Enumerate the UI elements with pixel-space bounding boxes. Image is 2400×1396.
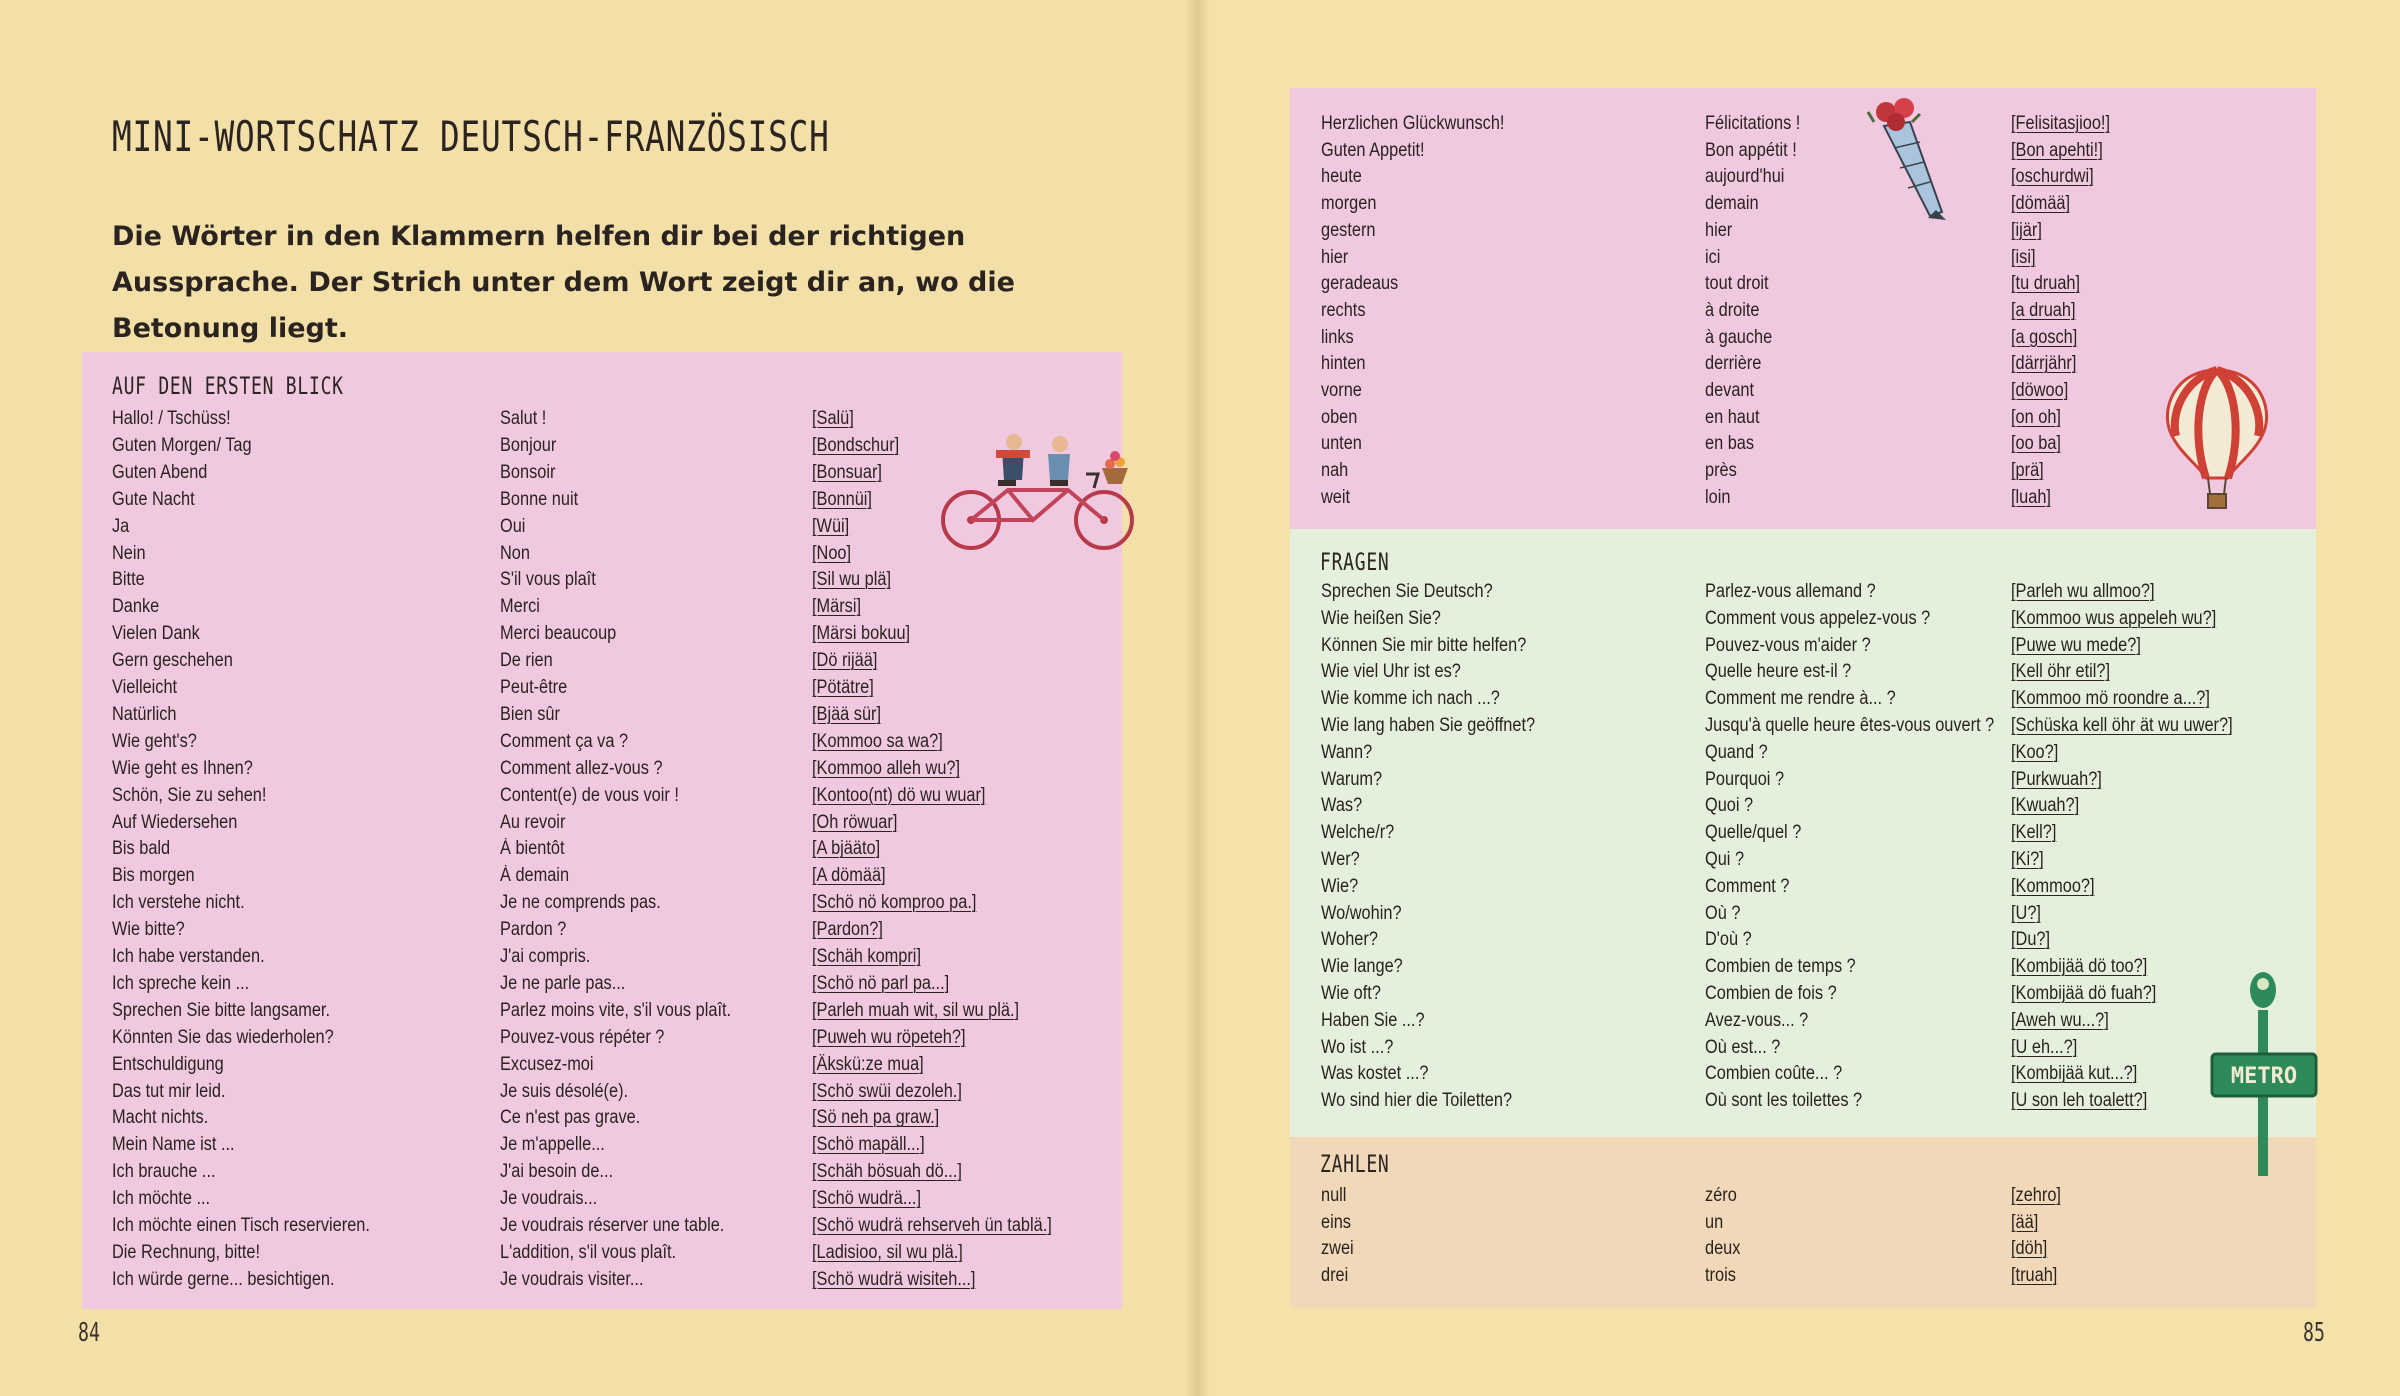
pronunciation: [ijär] — [2011, 219, 2042, 241]
french-word: Je suis désolé(e). — [500, 1080, 629, 1102]
french-word: À bientôt — [500, 838, 565, 860]
french-word: Merci — [500, 596, 540, 618]
french-word: deux — [1705, 1238, 1741, 1260]
pronunciation: [Ki?] — [2011, 849, 2044, 870]
german-word: gestern — [1321, 219, 1376, 241]
metro-sign-label: METRO — [2230, 1064, 2298, 1089]
german-word: Ja — [112, 515, 130, 537]
pronunciation: [Kommoo alleh wu?] — [812, 757, 961, 779]
french-word: Content(e) de vous voir ! — [500, 784, 679, 806]
pronunciation: [A dömää] — [812, 865, 886, 887]
french-word: À demain — [500, 865, 570, 887]
pronunciation: [Ladisioo, sil wu plä.] — [812, 1241, 963, 1263]
pronunciation: [tu druah] — [2011, 273, 2081, 295]
german-word: Warum? — [1321, 768, 1383, 790]
pronunciation: [Bonnüi] — [812, 488, 872, 510]
pronunciation: [Kell öhr etil?] — [2011, 661, 2111, 683]
french-word: Non — [500, 542, 530, 564]
pronunciation: [Kommoo?] — [2011, 875, 2095, 897]
french-word: S'il vous plaît — [500, 569, 596, 591]
german-word: hinten — [1321, 353, 1366, 375]
german-word: Guten Morgen/ Tag — [112, 434, 252, 456]
pronunciation: [därrjähr] — [2011, 353, 2077, 375]
pronunciation: [döwoo] — [2011, 380, 2069, 401]
numbers-box — [1290, 1137, 2316, 1308]
french-word: Je voudrais réserver une table. — [500, 1215, 725, 1236]
french-word: ici — [1705, 246, 1721, 268]
german-word: Macht nichts. — [112, 1107, 209, 1129]
hot-air-balloon-icon — [2160, 366, 2274, 514]
german-word: null — [1321, 1185, 1347, 1206]
french-word: derrière — [1705, 353, 1762, 375]
pronunciation: [on oh] — [2011, 406, 2061, 428]
german-word: Könnten Sie das wiederholen? — [112, 1026, 334, 1048]
french-word: Comment vous appelez-vous ? — [1705, 607, 1931, 629]
pronunciation: [Aweh wu...?] — [2011, 1009, 2109, 1031]
french-word: tout droit — [1705, 273, 1769, 295]
pronunciation: [Puweh wu röpeteh?] — [812, 1026, 966, 1048]
german-word: Ich möchte einen Tisch reservieren. — [112, 1215, 370, 1236]
french-word: Quoi ? — [1705, 795, 1754, 817]
german-word: Hallo! / Tschüss! — [112, 408, 231, 429]
german-word: Wie oft? — [1321, 983, 1381, 1004]
german-word: Herzlichen Glückwunsch! — [1321, 113, 1505, 134]
german-word: Wie bitte? — [112, 919, 185, 941]
german-word: weit — [1321, 486, 1351, 508]
french-word: Avez-vous... ? — [1705, 1009, 1809, 1031]
pronunciation: [Felisitasjioo!] — [2011, 113, 2110, 134]
french-word: Je m'appelle... — [500, 1134, 605, 1156]
german-word: Wie? — [1321, 875, 1359, 897]
german-word: Gute Nacht — [112, 488, 195, 510]
page-title: MINI-WORTSCHATZ DEUTSCH-FRANZÖSISCH — [112, 112, 830, 161]
german-word: Ich verstehe nicht. — [112, 892, 245, 914]
french-word: Félicitations ! — [1705, 113, 1801, 134]
german-word: Was? — [1321, 795, 1363, 817]
page-number-right: 85 — [2303, 1318, 2325, 1348]
french-word: Comment me rendre à... ? — [1705, 688, 1896, 710]
pronunciation: [döh] — [2011, 1238, 2048, 1260]
pronunciation: [U?] — [2011, 902, 2041, 924]
german-word: links — [1321, 326, 1354, 348]
pronunciation: [truah] — [2011, 1265, 2058, 1287]
pronunciation: [Oh röwuar] — [812, 811, 898, 833]
german-word: heute — [1321, 166, 1362, 188]
section-title-first-glance: AUF DEN ERSTEN BLICK — [112, 372, 344, 400]
pronunciation: [oo ba] — [2011, 433, 2061, 455]
flower-bouquet-icon — [1864, 92, 1956, 224]
pronunciation: [isi] — [2011, 246, 2036, 268]
french-word: Jusqu'à quelle heure êtes-vous ouvert ? — [1705, 715, 1995, 736]
pronunciation: [Bondschur] — [812, 434, 900, 456]
pronunciation: [Schö wudrä wisiteh...] — [812, 1268, 976, 1290]
pronunciation: [Kombijää dö fuah?] — [2011, 983, 2157, 1004]
german-word: Bis morgen — [112, 865, 195, 887]
pronunciation: [Salü] — [812, 408, 854, 429]
french-word: J'ai compris. — [500, 946, 591, 967]
french-word: L'addition, s'il vous plaît. — [500, 1241, 677, 1263]
pronunciation: [Bjää sür] — [812, 703, 882, 725]
french-word: Comment allez-vous ? — [500, 757, 663, 779]
german-word: Guten Abend — [112, 461, 208, 483]
french-word: Excusez-moi — [500, 1053, 594, 1075]
french-word: à droite — [1705, 299, 1760, 321]
pronunciation: [prä] — [2011, 460, 2044, 482]
german-word: geradeaus — [1321, 273, 1399, 295]
french-word: Salut ! — [500, 408, 547, 429]
german-word: rechts — [1321, 299, 1366, 321]
german-word: Gern geschehen — [112, 650, 233, 672]
german-word: Wann? — [1321, 741, 1373, 763]
german-word: Wie geht's? — [112, 730, 197, 752]
french-word: trois — [1705, 1265, 1736, 1287]
french-word: devant — [1705, 380, 1755, 401]
german-word: Woher? — [1321, 929, 1378, 951]
pronunciation: [Koo?] — [2011, 741, 2059, 763]
german-word: Wie viel Uhr ist es? — [1321, 661, 1461, 683]
pronunciation: [oschurdwi] — [2011, 166, 2094, 188]
french-word: Je voudrais... — [500, 1188, 598, 1210]
french-word: Bonsoir — [500, 461, 556, 483]
german-word: zwei — [1321, 1238, 1354, 1260]
french-word: hier — [1705, 219, 1733, 241]
pronunciation: [Märsi] — [812, 596, 862, 618]
french-word: Ce n'est pas grave. — [500, 1107, 641, 1129]
pronunciation: [Schö wudrä rehserveh ün tablä.] — [812, 1215, 1052, 1236]
french-word: Comment ça va ? — [500, 730, 629, 752]
german-word: Vielen Dank — [112, 623, 200, 645]
french-word: Je ne comprends pas. — [500, 892, 661, 914]
french-word: Quand ? — [1705, 741, 1768, 763]
pronunciation: [ää] — [2011, 1211, 2039, 1233]
german-word: vorne — [1321, 380, 1362, 401]
pronunciation: [U eh...?] — [2011, 1036, 2078, 1058]
german-word: Natürlich — [112, 703, 177, 725]
section-title-questions: FRAGEN — [1320, 548, 1390, 576]
french-word: près — [1705, 460, 1737, 482]
tandem-bicycle-icon — [938, 428, 1144, 554]
german-word: Wie heißen Sie? — [1321, 607, 1441, 629]
pronunciation: [Sil wu plä] — [812, 569, 892, 591]
german-word: Was kostet ...? — [1321, 1063, 1429, 1085]
intro-text: Die Wörter in den Klammern helfen dir bei der richtigen Aussprache. Der Strich unter dem Wort zeigt dir an, wo die Betonung liegt. — [112, 221, 1015, 344]
pronunciation: [Kommoo mö roondre a...?] — [2011, 688, 2210, 710]
french-word: en haut — [1705, 406, 1760, 428]
french-word: un — [1705, 1211, 1724, 1233]
french-word: Qui ? — [1705, 849, 1745, 870]
german-word: Können Sie mir bitte helfen? — [1321, 634, 1527, 656]
pronunciation: [Du?] — [2011, 929, 2051, 951]
german-word: Guten Appetit! — [1321, 139, 1425, 161]
french-word: Merci beaucoup — [500, 623, 617, 645]
pronunciation: [Noo] — [812, 542, 852, 564]
german-word: eins — [1321, 1211, 1351, 1233]
german-word: Wo ist ...? — [1321, 1036, 1394, 1058]
pronunciation: [a druah] — [2011, 299, 2076, 321]
french-word: De rien — [500, 650, 553, 672]
german-word: Ich möchte ... — [112, 1188, 211, 1210]
pronunciation: [Wüi] — [812, 515, 850, 537]
french-word: à gauche — [1705, 326, 1773, 348]
german-word: morgen — [1321, 193, 1377, 215]
french-word: Oui — [500, 515, 526, 537]
french-word: Pardon ? — [500, 919, 567, 941]
pronunciation: [Kombijää kut...?] — [2011, 1063, 2138, 1085]
pronunciation: [U son leh toalett?] — [2011, 1090, 2148, 1112]
german-word: unten — [1321, 433, 1362, 455]
german-word: Das tut mir leid. — [112, 1080, 226, 1102]
french-word: Bonjour — [500, 434, 557, 456]
german-word: Sprechen Sie Deutsch? — [1321, 581, 1493, 602]
pronunciation: [Märsi bokuu] — [812, 623, 911, 645]
french-word: J'ai besoin de... — [500, 1161, 614, 1183]
german-word: Wie geht es Ihnen? — [112, 757, 253, 779]
pronunciation: [Kommoo wus appeleh wu?] — [2011, 607, 2217, 629]
german-word: Welche/r? — [1321, 822, 1395, 844]
pronunciation: [Äkskü:ze mua] — [812, 1053, 924, 1075]
german-word: nah — [1321, 460, 1349, 482]
french-word: loin — [1705, 486, 1731, 508]
french-word: Combien coûte... ? — [1705, 1063, 1843, 1085]
german-word: Die Rechnung, bitte! — [112, 1241, 261, 1263]
german-word: hier — [1321, 246, 1349, 268]
german-word: Bitte — [112, 569, 145, 591]
french-word: Au revoir — [500, 811, 566, 833]
pronunciation: [Kontoo(nt) dö wu wuar] — [812, 784, 986, 806]
pronunciation: [Schäh bösuah dö...] — [812, 1161, 962, 1183]
french-word: Parlez moins vite, s'il vous plaît. — [500, 999, 732, 1021]
french-word: Pourquoi ? — [1705, 768, 1785, 790]
pronunciation: [Schäh kompri] — [812, 946, 921, 967]
german-word: Nein — [112, 542, 146, 564]
french-word: Bien sûr — [500, 703, 560, 725]
german-word: Wer? — [1321, 849, 1360, 870]
german-word: drei — [1321, 1265, 1349, 1287]
pronunciation: [Parleh wu allmoo?] — [2011, 581, 2155, 602]
pronunciation: [Schüska kell öhr ät wu uwer?] — [2011, 715, 2233, 736]
french-word: Où ? — [1705, 902, 1741, 924]
french-word: aujourd'hui — [1705, 166, 1785, 188]
german-word: Wie lang haben Sie geöffnet? — [1321, 715, 1536, 736]
german-word: Danke — [112, 596, 160, 618]
french-word: Comment ? — [1705, 875, 1790, 897]
pronunciation: [Schö nö parl pa...] — [812, 972, 950, 994]
pronunciation: [Dö rijää] — [812, 650, 878, 672]
german-word: Entschuldigung — [112, 1053, 224, 1075]
french-word: Quelle/quel ? — [1705, 822, 1802, 844]
pronunciation: [Pardon?] — [812, 919, 883, 941]
german-word: Wie komme ich nach ...? — [1321, 688, 1500, 710]
german-word: Mein Name ist ... — [112, 1134, 235, 1156]
pronunciation: [Schö wudrä...] — [812, 1188, 921, 1210]
german-word: Sprechen Sie bitte langsamer. — [112, 999, 331, 1021]
french-word: Bon appétit ! — [1705, 139, 1797, 161]
pronunciation: [a gosch] — [2011, 326, 2078, 348]
french-word: Peut-être — [500, 677, 568, 698]
pronunciation: [Parleh muah wit, sil wu plä.] — [812, 999, 1020, 1021]
german-word: Wo/wohin? — [1321, 902, 1402, 924]
german-word: Bis bald — [112, 838, 171, 860]
french-word: Combien de fois ? — [1705, 983, 1837, 1004]
german-word: Wie lange? — [1321, 956, 1403, 978]
pronunciation: [dömää] — [2011, 193, 2071, 215]
pronunciation: [Kwuah?] — [2011, 795, 2080, 817]
page-number-left: 84 — [78, 1318, 100, 1348]
german-word: oben — [1321, 406, 1358, 428]
pronunciation: [luah] — [2011, 486, 2051, 508]
german-word: Ich würde gerne... besichtigen. — [112, 1268, 335, 1290]
pronunciation: [zehro] — [2011, 1185, 2061, 1206]
french-word: Pouvez-vous répéter ? — [500, 1026, 665, 1048]
french-word: Combien de temps ? — [1705, 956, 1856, 978]
pronunciation: [Bon apehti!] — [2011, 139, 2103, 161]
pronunciation: [Kombijää dö too?] — [2011, 956, 2148, 978]
pronunciation: [Schö nö komproo pa.] — [812, 892, 977, 914]
german-word: Ich spreche kein ... — [112, 972, 250, 994]
german-word: Schön, Sie zu sehen! — [112, 784, 267, 806]
french-word: Pouvez-vous m'aider ? — [1705, 634, 1871, 656]
french-word: D'où ? — [1705, 929, 1752, 951]
german-word: Ich habe verstanden. — [112, 946, 265, 967]
french-word: Bonne nuit — [500, 488, 579, 510]
french-word: en bas — [1705, 433, 1755, 455]
german-word: Wo sind hier die Toiletten? — [1321, 1090, 1513, 1112]
german-word: Auf Wiedersehen — [112, 811, 238, 833]
book-gutter — [1186, 0, 1210, 1396]
pronunciation: [Purkwuah?] — [2011, 768, 2102, 790]
pronunciation: [A bjääto] — [812, 838, 881, 860]
pronunciation: [Schö mapäll...] — [812, 1134, 925, 1156]
section-title-numbers: ZAHLEN — [1320, 1150, 1390, 1178]
french-word: Je ne parle pas... — [500, 972, 626, 994]
pronunciation: [Bonsuar] — [812, 461, 882, 483]
french-word: Où sont les toilettes ? — [1705, 1090, 1863, 1112]
pronunciation: [Kell?] — [2011, 822, 2057, 844]
french-word: demain — [1705, 193, 1759, 215]
german-word: Vielleicht — [112, 677, 178, 698]
pronunciation: [Kommoo sa wa?] — [812, 730, 943, 752]
pronunciation: [Sö neh pa graw.] — [812, 1107, 940, 1129]
pronunciation: [Puwe wu mede?] — [2011, 634, 2141, 656]
french-word: Je voudrais visiter... — [500, 1268, 644, 1290]
french-word: Quelle heure est-il ? — [1705, 661, 1852, 683]
french-word: zéro — [1705, 1185, 1737, 1206]
pronunciation: [Schö swüi dezoleh.] — [812, 1080, 962, 1102]
metro-sign-icon — [2206, 966, 2326, 1176]
french-word: Où est... ? — [1705, 1036, 1781, 1058]
pronunciation: [Pötätre] — [812, 677, 874, 698]
german-word: Haben Sie ...? — [1321, 1009, 1425, 1031]
german-word: Ich brauche ... — [112, 1161, 216, 1183]
french-word: Parlez-vous allemand ? — [1705, 581, 1876, 602]
